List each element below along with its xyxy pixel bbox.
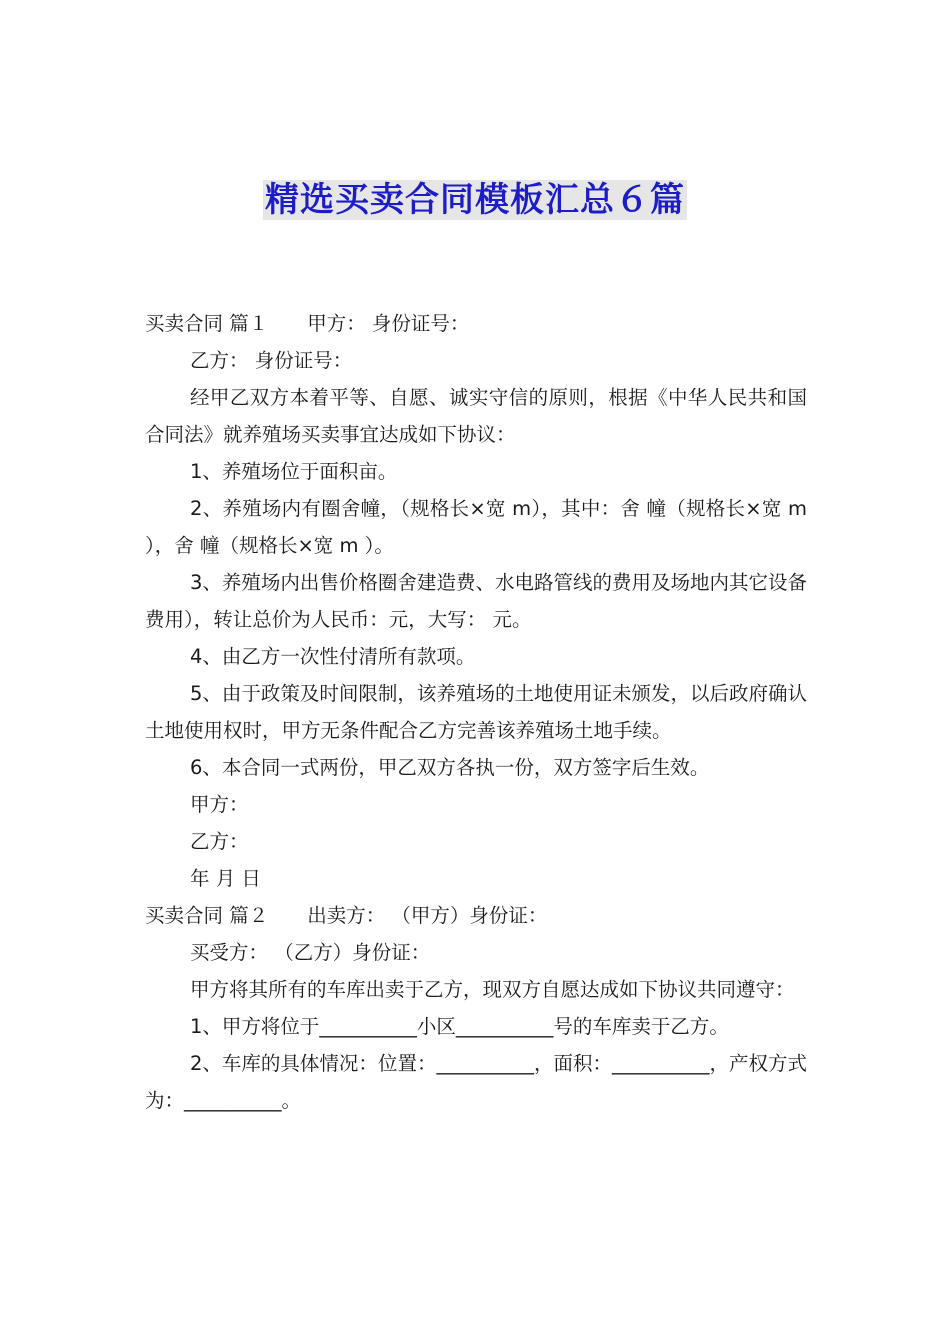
paragraph: 甲方将其所有的车库出卖于乙方，现双方自愿达成如下协议共同遵守： bbox=[190, 978, 795, 1001]
paragraph: 经甲乙双方本着平等、自愿、诚实守信的原则，根据《中华人民共和国合同法》就养殖场买卖事宜达成如下协议： bbox=[145, 386, 807, 446]
document-title bbox=[0, 176, 950, 224]
clause: 4、由乙方一次性付清所有款项。 bbox=[190, 645, 476, 668]
clause: 5、由于政策及时间限制，该养殖场的土地使用证未颁发，以后政府确认土地使用权时，甲方无条件配合乙方完善该养殖场土地手续。 bbox=[145, 682, 807, 742]
section-heading-2: 买卖合同 篇２ 出卖方： （甲方）身份证： bbox=[145, 904, 548, 927]
document-body bbox=[145, 305, 807, 1119]
signature-line-party-a: 甲方： bbox=[190, 793, 249, 816]
paragraph: 买受方： （乙方）身份证： bbox=[190, 941, 431, 964]
paragraph: 乙方： 身份证号： bbox=[190, 349, 353, 372]
clause: 3、养殖场内出售价格圈舍建造费、水电路管线的费用及场地内其它设备费用），转让总价为人民币：元，大写： 元。 bbox=[145, 571, 807, 631]
clause: 1、甲方将位于__________小区__________号的车库卖于乙方。 bbox=[190, 1015, 729, 1038]
date-line: 年 月 日 bbox=[190, 867, 261, 890]
clause: 2、车库的具体情况：位置：__________，面积：__________，产权方式为：__________。 bbox=[145, 1052, 807, 1112]
document-title-text: 精选买卖合同模板汇总６篇 bbox=[265, 180, 685, 220]
clause: 2、养殖场内有圈舍幢，（规格长×宽 m），其中：舍 幢（规格长×宽 m ），舍 幢（规格长×宽 m ）。 bbox=[145, 497, 807, 557]
clause: 1、养殖场位于面积亩。 bbox=[190, 460, 398, 483]
signature-line-party-b: 乙方： bbox=[190, 830, 249, 853]
section-heading-1: 买卖合同 篇１ 甲方： 身份证号： bbox=[145, 312, 470, 335]
clause: 6、本合同一式两份，甲乙双方各执一份，双方签字后生效。 bbox=[190, 756, 710, 779]
